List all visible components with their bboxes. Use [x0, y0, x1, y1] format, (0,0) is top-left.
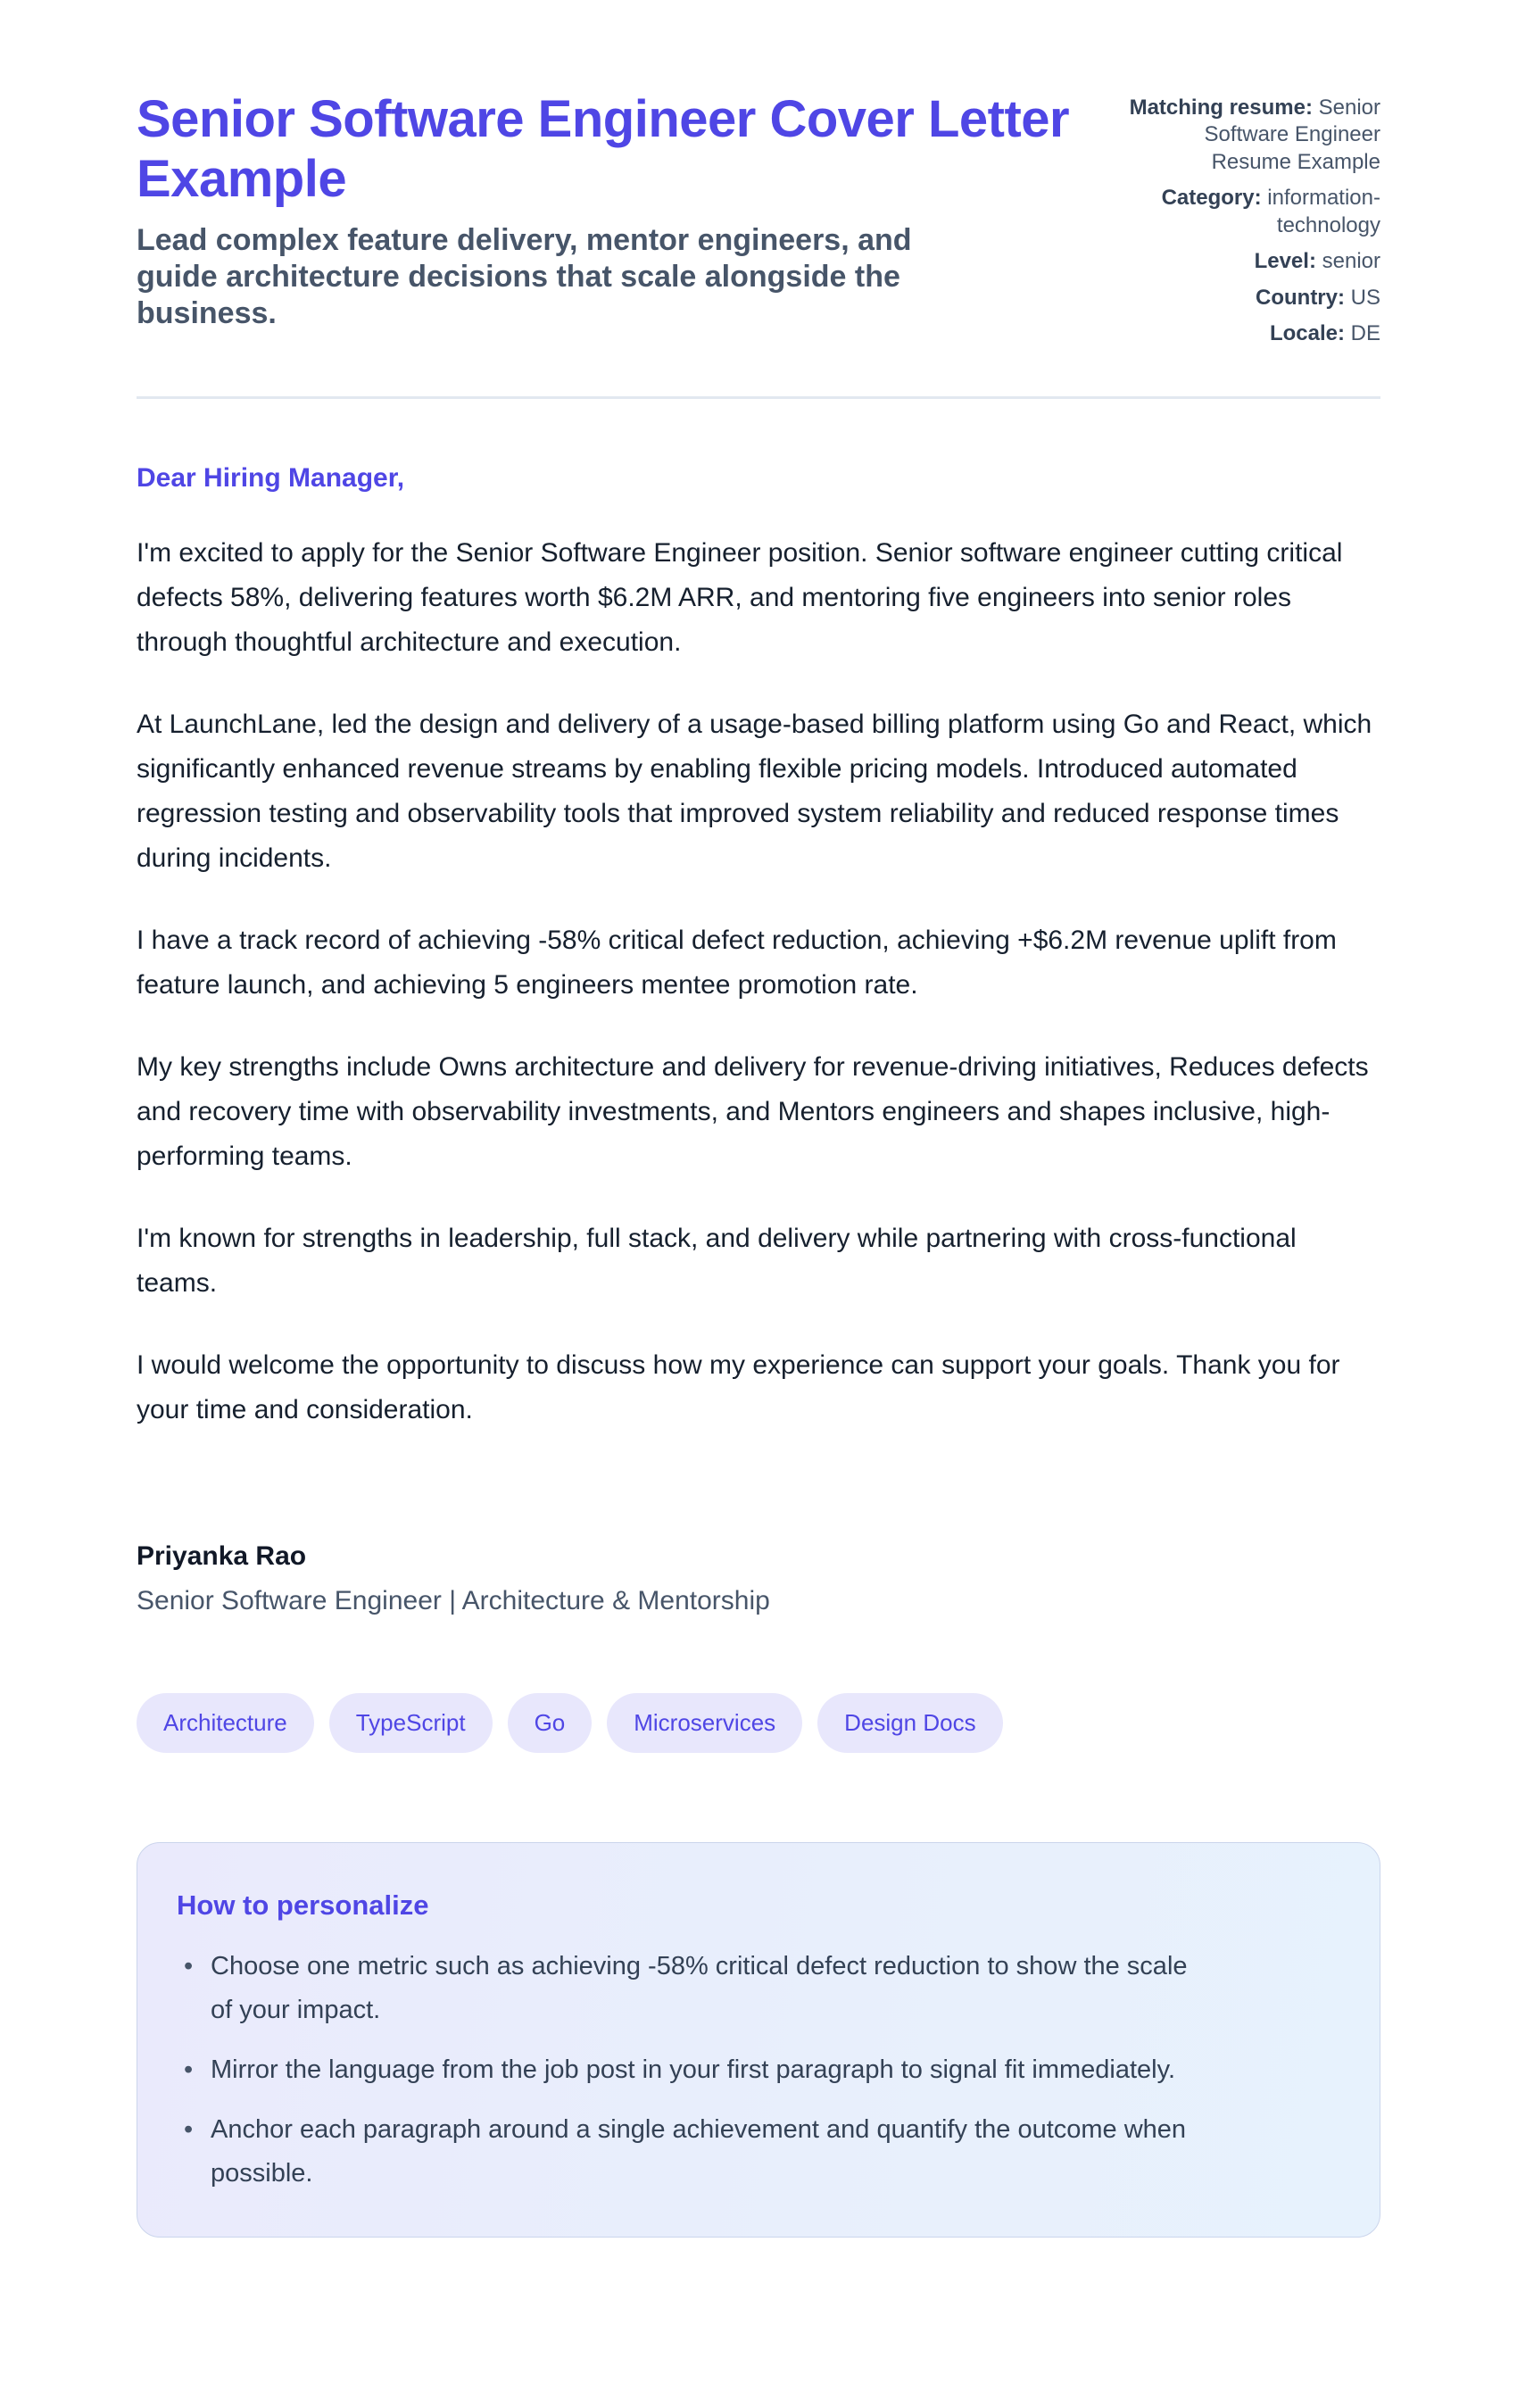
personalize-card	[137, 1842, 1380, 2238]
letter-paragraph: I'm known for strengths in leadership, full stack, and delivery while partnering with cross-functional teams.	[137, 1223, 1297, 1298]
meta-row-matching-resume	[1126, 95, 1380, 176]
letter-body	[137, 463, 1380, 1616]
personalize-bullet: • Anchor each paragraph around a single achievement and quantify the outcome when possible.	[177, 2108, 1212, 2196]
meta-row-level	[1126, 248, 1380, 275]
page-subtitle: Lead complex feature delivery, mentor engineers, and guide architecture decisions that scale alongside the business.	[137, 222, 912, 331]
salutation: Dear Hiring Manager,	[137, 462, 405, 493]
meta-value: senior	[1322, 249, 1380, 274]
tag-pill-microservices[interactable]: Microservices	[607, 1693, 802, 1753]
personalize-title: How to personalize	[177, 1889, 429, 1921]
divider	[137, 396, 1380, 399]
meta-value: DE	[1350, 321, 1380, 346]
header	[137, 89, 1380, 357]
meta-row-country	[1126, 285, 1380, 311]
meta-block	[1126, 89, 1380, 357]
meta-label: Matching resume:	[1129, 95, 1313, 120]
meta-label: Category:	[1161, 186, 1262, 211]
tag-pill-typescript[interactable]: TypeScript	[329, 1693, 493, 1753]
meta-value: Senior Software Engineer Resume Example	[1204, 95, 1380, 174]
meta-label: Locale:	[1269, 321, 1345, 346]
letter-paragraph: At LaunchLane, led the design and delivery of a usage-based billing platform using Go and React, which significantly enhanced revenue streams by enabling flexible pricing models. Introduced automated regression testing and observability tools that improved system reliability and reduced response times during incidents.	[137, 709, 1372, 873]
meta-row-locale	[1126, 320, 1380, 347]
personalize-bullet-list	[177, 1945, 1212, 2196]
signature-name: Priyanka Rao	[137, 1540, 307, 1571]
personalize-bullet: • Mirror the language from the job post in your first paragraph to signal fit immediately.	[177, 2048, 1212, 2092]
meta-value: information-technology	[1267, 186, 1380, 237]
tag-pill-design-docs[interactable]: Design Docs	[817, 1693, 1002, 1753]
tag-list	[137, 1693, 1380, 1753]
tag-pill-architecture[interactable]: Architecture	[137, 1693, 314, 1753]
tag-pill-go[interactable]: Go	[508, 1693, 593, 1753]
meta-value: US	[1350, 285, 1380, 310]
signature-role: Senior Software Engineer | Architecture & Mentorship	[137, 1585, 770, 1615]
meta-label: Country:	[1256, 285, 1345, 310]
page-title: Senior Software Engineer Cover Letter Example	[137, 90, 1070, 209]
letter-paragraph: I would welcome the opportunity to discuss how my experience can support your goals. Thank you for your time and consideration.	[137, 1349, 1340, 1424]
header-title-block	[137, 89, 1126, 333]
page	[137, 89, 1380, 2238]
letter-paragraph: My key strengths include Owns architecture and delivery for revenue-driving initiatives, Reduces defects and recovery time with observability investments, and Mentors engineers and shapes inclusive, high-performing teams.	[137, 1051, 1369, 1171]
letter-paragraph: I have a track record of achieving -58% critical defect reduction, achieving +$6.2M revenue uplift from feature launch, and achieving 5 engineers mentee promotion rate.	[137, 925, 1337, 1000]
meta-row-category	[1126, 185, 1380, 239]
meta-label: Level:	[1254, 249, 1316, 274]
letter-paragraph: I'm excited to apply for the Senior Software Engineer position. Senior software engineer cutting critical defects 58%, delivering features worth $6.2M ARR, and mentoring five engineers into senior roles through thoughtful architecture and execution.	[137, 537, 1343, 657]
personalize-bullet: • Choose one metric such as achieving -58% critical defect reduction to show the scale of your impact.	[177, 1945, 1212, 2032]
